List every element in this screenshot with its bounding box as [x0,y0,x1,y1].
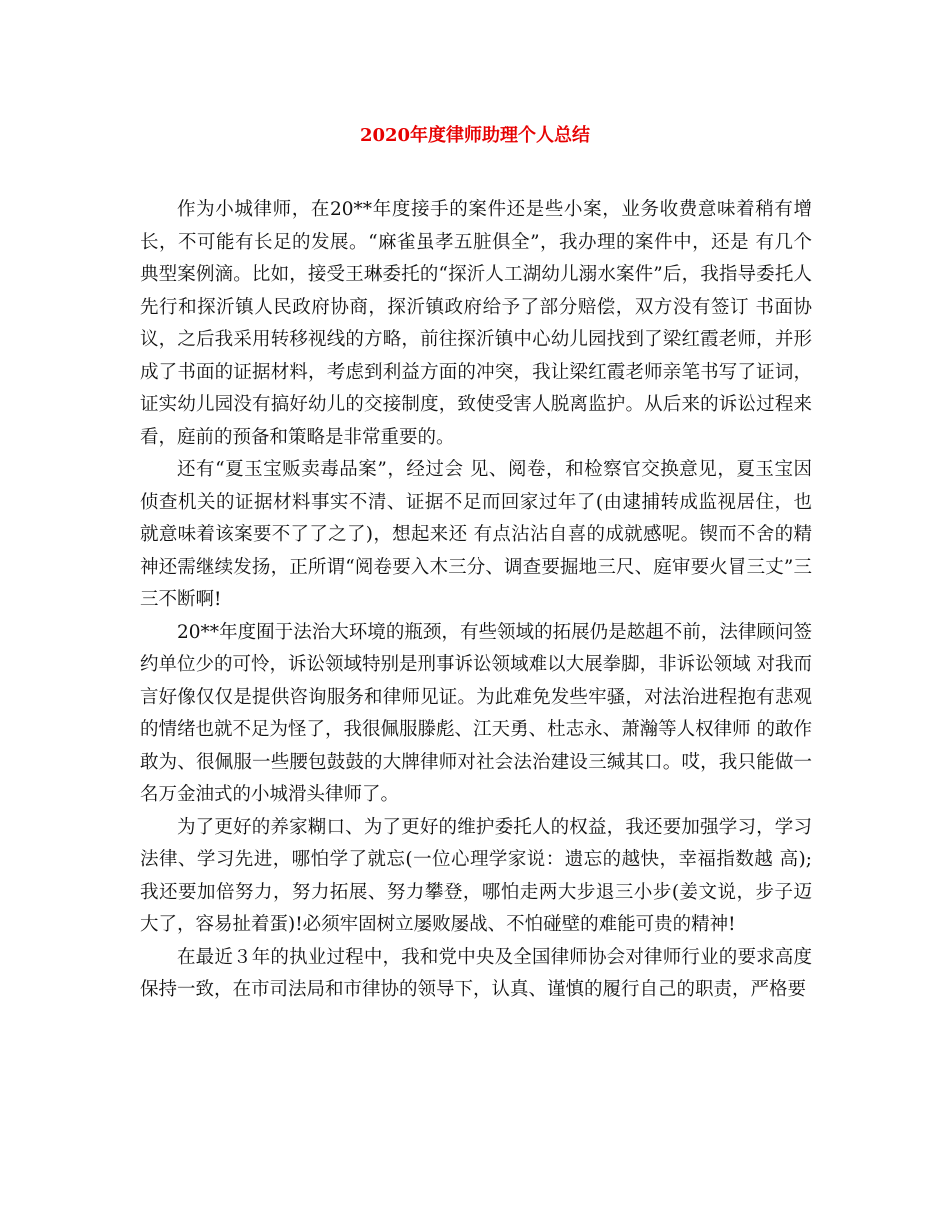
paragraph-5: 在最近３年的执业过程中，我和党中央及全国律师协会对律师行业的要求高度保持一致，在市司法局和市律协的领导下，认真、谨慎的履行自己的职责，严格要 [140,946,812,1000]
paragraph-3: 20**年度囿于法治大环境的瓶颈，有些领域的拓展仍是趑趄不前，法律顾问签约单位少的可怜，诉讼领域特别是刑事诉讼领域难以大展拳脚，非诉讼领域 对我而言好像仅仅是提供咨询服务和律师见证。为此难免发些牢骚，对法治进程抱有悲观的情绪也就不足为怪了，我很佩服滕彪、江天勇、杜志永、萧瀚等人权律师 的敢作敢为、很佩服一些腰包鼓鼓的大牌律师对社会法治建设三缄其口。哎，我只能做一名万金油式的小城滑头律师了。 [140,621,812,805]
document-body [140,194,812,1007]
paragraph-1: 作为小城律师，在20**年度接手的案件还是些小案，业务收费意味着稍有增长，不可能有长足的发展。“麻雀虽孝五脏俱全”，我办理的案件中，还是 有几个典型案例滴。比如，接受王琳委托的“探沂人工湖幼儿溺水案件”后，我指导委托人先行和探沂镇人民政府协商，探沂镇政府给予了部分赔偿，双方没有签订 书面协议，之后我采用转移视线的方略，前往探沂镇中心幼儿园找到了梁红霞老师，并形成了书面的证据材料，考虑到利益方面的冲突，我让梁红霞老师亲笔书写了证词，证实幼儿园没有搞好幼儿的交接制度，致使受害人脱离监护。从后来的诉讼过程来看，庭前的预备和策略是非常重要的。 [140,199,812,448]
paragraph-2: 还有“夏玉宝贩卖毒品案”，经过会 见、阅卷，和检察官交换意见，夏玉宝因侦查机关的证据材料事实不清、证据不足而回家过年了(由逮捕转成监视居住，也就意味着该案要不了了之了)，想起来还 有点沾沾自喜的成就感呢。锲而不舍的精神还需继续发扬，正所谓“阅卷要入木三分、调查要掘地三尺、庭审要火冒三丈”三三不断啊! [140,459,812,610]
paragraph-4: 为了更好的养家糊口、为了更好的维护委托人的权益，我还要加强学习，学习法律、学习先进，哪怕学了就忘(一位心理学家说：遗忘的越快，幸福指数越 高);我还要加倍努力，努力拓展、努力攀登，哪怕走两大步退三小步(姜文说，步子迈大了，容易扯着蛋)!必须牢固树立屡败屡战、不怕碰壁的难能可贵的精神! [140,816,812,935]
document-title: 2020年度律师助理个人总结 [359,125,591,146]
